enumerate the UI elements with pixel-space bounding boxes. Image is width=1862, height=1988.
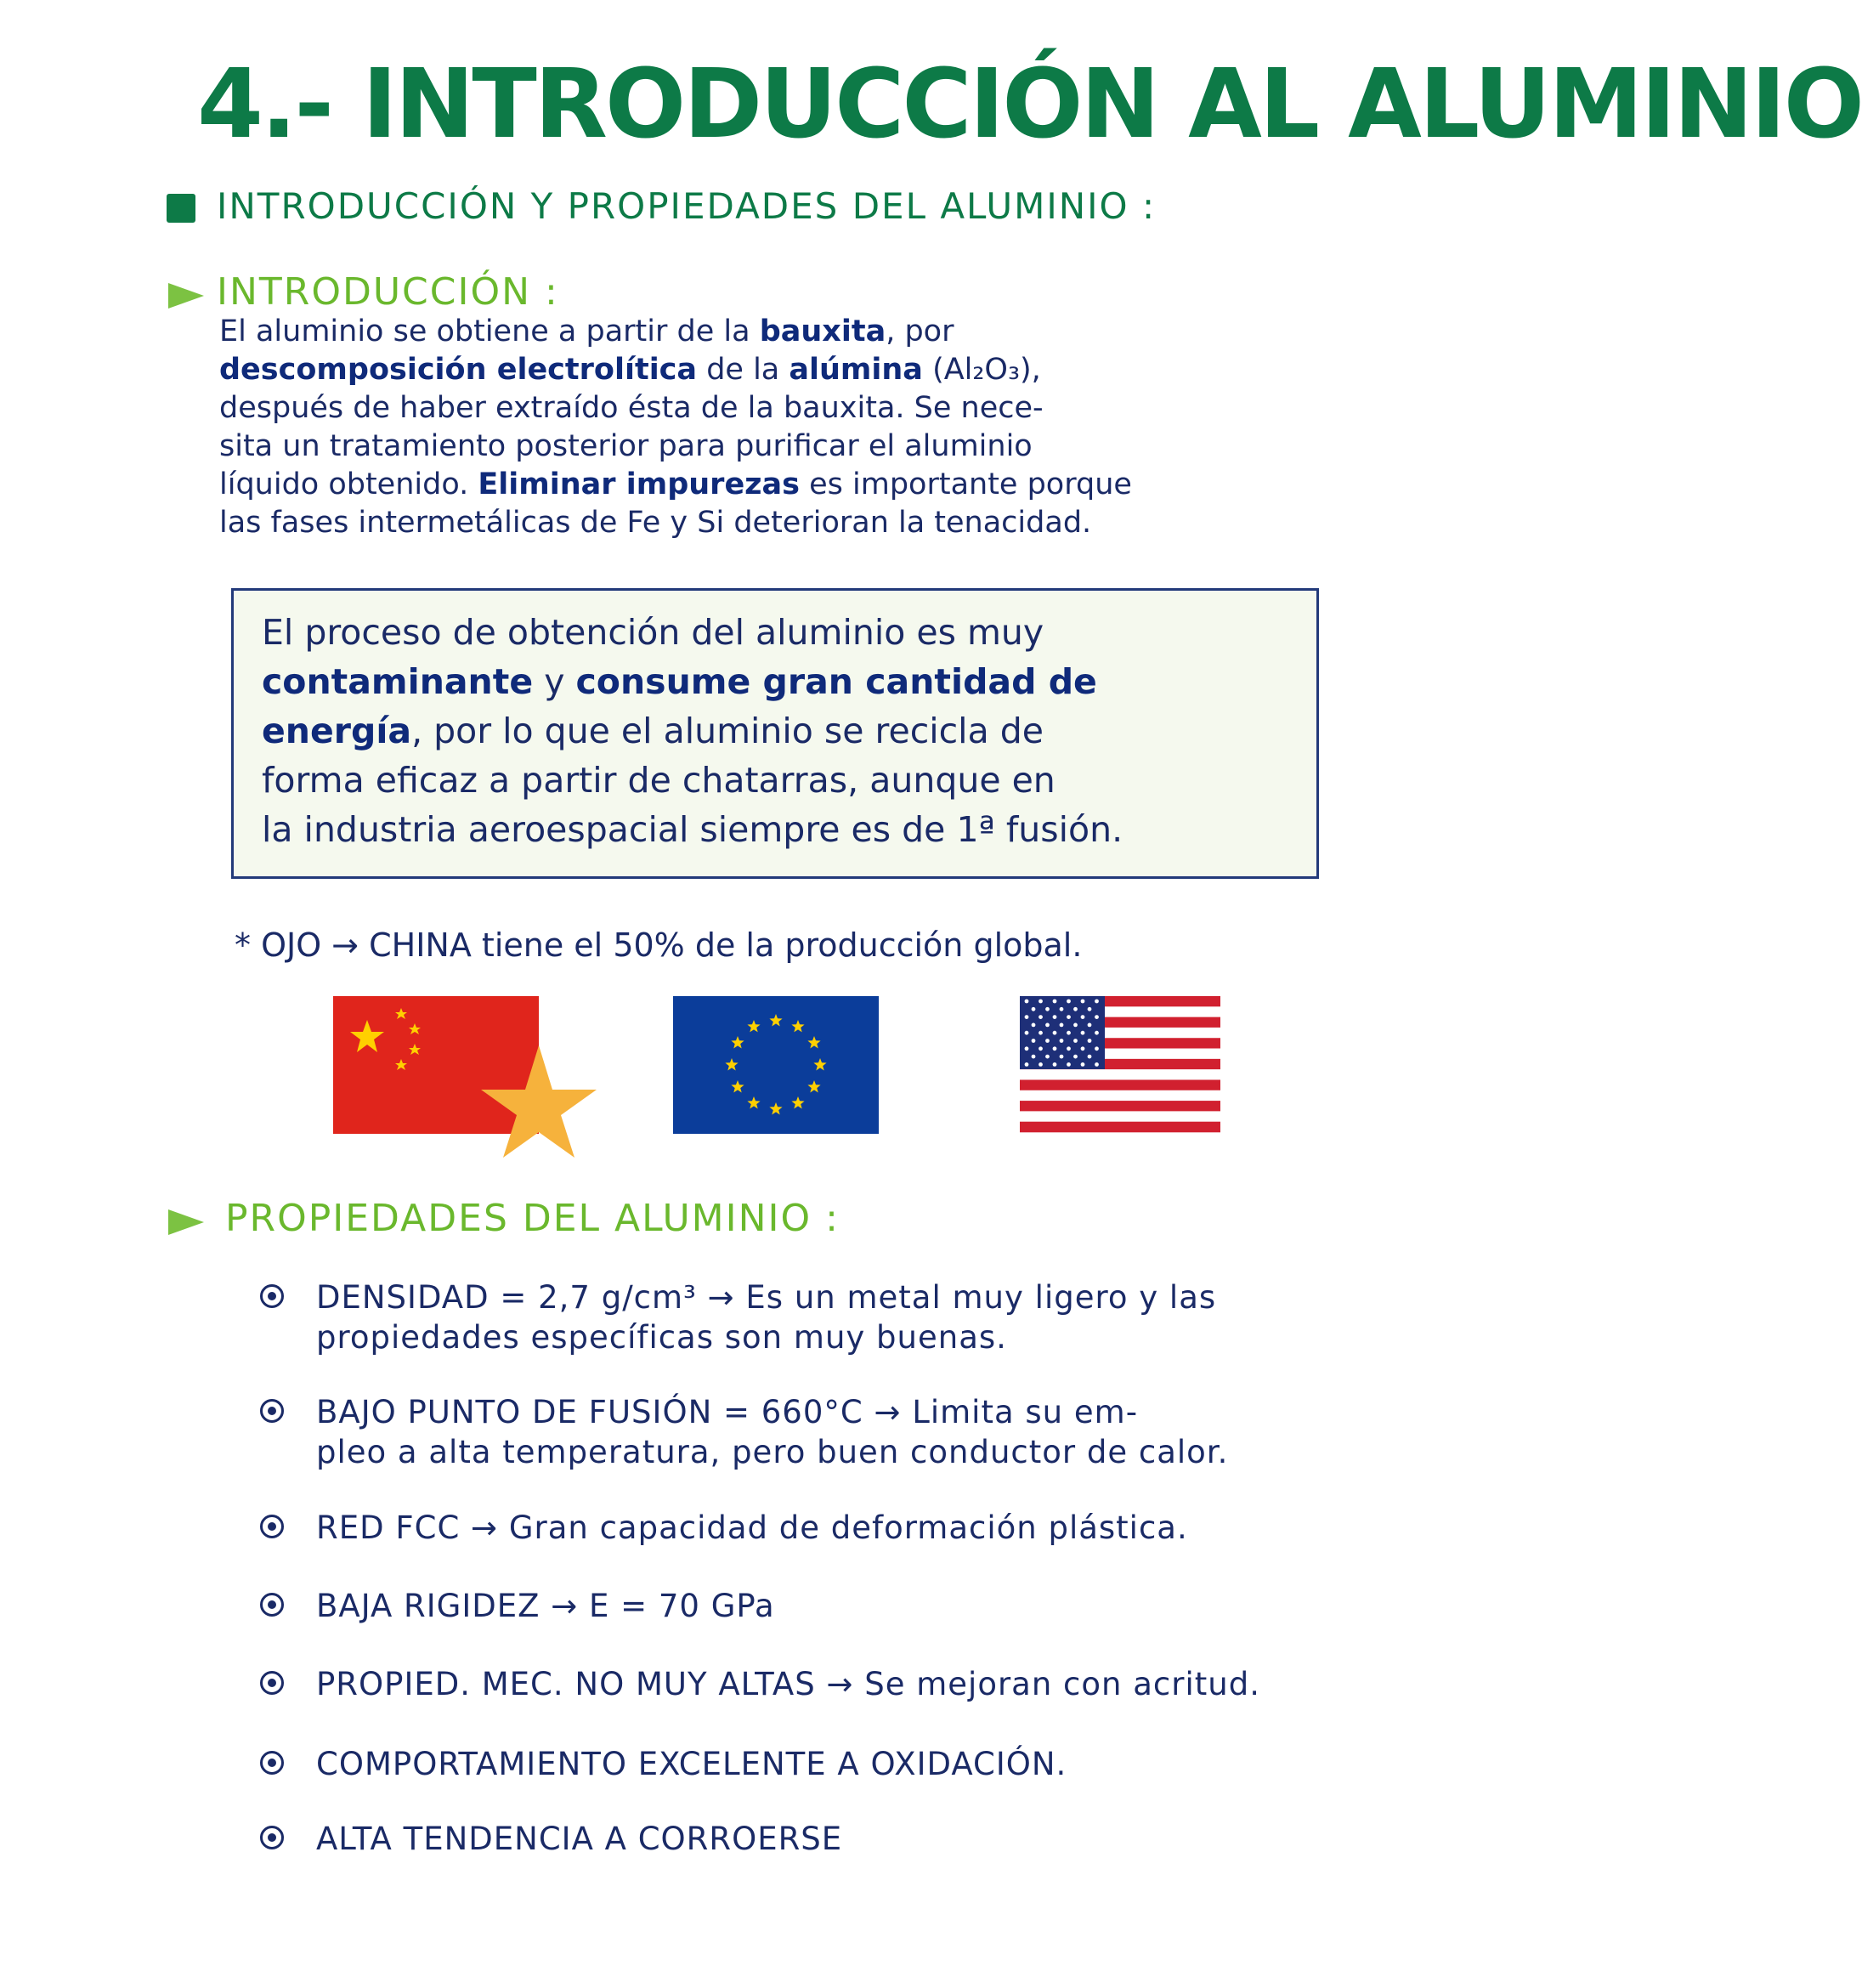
china-flag-field: [333, 996, 539, 1134]
usa-star-icon: [1045, 1023, 1050, 1028]
china-flag: [333, 996, 598, 1158]
property-line: ALTA TENDENCIA A CORROERSE: [316, 1821, 843, 1857]
square-bullet-icon: [167, 194, 195, 223]
property-line: RED FCC → Gran capacidad de deformación plástica.: [316, 1509, 1188, 1546]
triangle-bullet-icon: [168, 283, 204, 309]
usa-star-icon: [1095, 1015, 1099, 1019]
usa-star-icon: [1032, 1055, 1036, 1059]
usa-star-icon: [1060, 1007, 1064, 1011]
usa-star-icon: [1045, 1055, 1050, 1059]
usa-star-icon: [1088, 1055, 1092, 1059]
usa-star-icon: [1081, 1015, 1085, 1019]
usa-star-icon: [1025, 1031, 1029, 1035]
usa-star-icon: [1039, 1015, 1043, 1019]
usa-star-icon: [1095, 1031, 1099, 1035]
circle-bullet-icon: [260, 1284, 284, 1308]
usa-star-icon: [1032, 1007, 1036, 1011]
circle-bullet-icon: [260, 1515, 284, 1538]
usa-star-icon: [1088, 1023, 1092, 1028]
usa-stripe: [1020, 1111, 1220, 1122]
usa-star-icon: [1073, 1055, 1078, 1059]
usa-star-icon: [1067, 1046, 1071, 1051]
intro-line-2: descomposición electrolítica de la alúmina (Al₂O₃),: [219, 353, 1041, 387]
usa-star-icon: [1025, 1062, 1029, 1067]
intro-line-6: las fases intermetálicas de Fe y Si deterioran la tenacidad.: [219, 506, 1092, 540]
usa-star-icon: [1067, 1015, 1071, 1019]
property-line: BAJA RIGIDEZ → E = 70 GPa: [316, 1588, 775, 1624]
usa-star-icon: [1039, 1046, 1043, 1051]
intro-line-1: El aluminio se obtiene a partir de la bauxita, por: [219, 314, 954, 348]
usa-star-icon: [1081, 1046, 1085, 1051]
circle-bullet-icon: [260, 1593, 284, 1617]
usa-star-icon: [1060, 1039, 1064, 1043]
usa-stripe: [1020, 1101, 1220, 1112]
circle-bullet-icon: [260, 1399, 284, 1423]
triangle-bullet-icon: [168, 1209, 204, 1235]
usa-star-icon: [1088, 1007, 1092, 1011]
production-note: * OJO → CHINA tiene el 50% de la producción global.: [235, 926, 1083, 964]
property-line: PROPIED. MEC. NO MUY ALTAS → Se mejoran con acritud.: [316, 1666, 1260, 1702]
usa-star-icon: [1053, 1046, 1057, 1051]
intro-line-3: después de haber extraído ésta de la bauxita. Se nece-: [219, 391, 1044, 425]
usa-star-icon: [1025, 1015, 1029, 1019]
box-line-2: contaminante y consume gran cantidad de: [262, 661, 1097, 702]
usa-stripe: [1020, 1090, 1220, 1102]
circle-bullet-icon: [260, 1671, 284, 1695]
box-line-1: El proceso de obtención del aluminio es muy: [262, 612, 1044, 653]
intro-line-5: líquido obtenido. Eliminar impurezas es importante porque: [219, 467, 1132, 501]
section-heading: INTRODUCCIÓN Y PROPIEDADES DEL ALUMINIO :: [217, 185, 1157, 227]
usa-star-icon: [1067, 1031, 1071, 1035]
usa-star-icon: [1039, 1062, 1043, 1067]
usa-star-icon: [1095, 1062, 1099, 1067]
usa-star-icon: [1073, 1039, 1078, 1043]
usa-star-icon: [1067, 1062, 1071, 1067]
usa-star-icon: [1081, 1062, 1085, 1067]
property-line: BAJO PUNTO DE FUSIÓN = 660°C → Limita su em-: [316, 1394, 1139, 1430]
usa-star-icon: [1053, 1031, 1057, 1035]
intro-heading: INTRODUCCIÓN :: [217, 270, 559, 314]
usa-star-icon: [1095, 1000, 1099, 1004]
usa-star-icon: [1053, 1015, 1057, 1019]
eu-flag: [673, 996, 879, 1134]
usa-star-icon: [1060, 1023, 1064, 1028]
property-line: DENSIDAD = 2,7 g/cm³ → Es un metal muy ligero y las: [316, 1279, 1217, 1316]
usa-stripe: [1020, 1069, 1220, 1080]
usa-star-icon: [1039, 1031, 1043, 1035]
box-line-4: forma eficaz a partir de chatarras, aunque en: [262, 760, 1056, 801]
usa-stripe: [1020, 1122, 1220, 1133]
page-title: 4.- INTRODUCCIÓN AL ALUMINIO: [197, 49, 1862, 160]
usa-star-icon: [1039, 1000, 1043, 1004]
usa-star-icon: [1032, 1039, 1036, 1043]
box-line-5: la industria aeroespacial siempre es de 1ª fusión.: [262, 809, 1123, 850]
usa-star-icon: [1053, 1000, 1057, 1004]
usa-star-icon: [1060, 1055, 1064, 1059]
box-line-3: energía, por lo que el aluminio se recicla de: [262, 711, 1044, 751]
usa-star-icon: [1025, 1000, 1029, 1004]
property-line-cont: pleo a alta temperatura, pero buen conductor de calor.: [316, 1434, 1229, 1470]
usa-star-icon: [1081, 1031, 1085, 1035]
circle-bullet-icon: [260, 1751, 284, 1775]
usa-star-icon: [1045, 1007, 1050, 1011]
usa-star-icon: [1067, 1000, 1071, 1004]
usa-star-icon: [1032, 1023, 1036, 1028]
usa-star-icon: [1045, 1039, 1050, 1043]
usa-stripe: [1020, 1079, 1220, 1090]
usa-star-icon: [1095, 1046, 1099, 1051]
usa-star-icon: [1025, 1046, 1029, 1051]
intro-line-4: sita un tratamiento posterior para purificar el aluminio: [219, 429, 1033, 463]
usa-star-icon: [1073, 1007, 1078, 1011]
properties-heading: PROPIEDADES DEL ALUMINIO :: [225, 1197, 840, 1240]
usa-star-icon: [1073, 1023, 1078, 1028]
property-line-cont: propiedades específicas son muy buenas.: [316, 1319, 1007, 1356]
usa-star-icon: [1088, 1039, 1092, 1043]
usa-star-icon: [1053, 1062, 1057, 1067]
usa-star-icon: [1081, 1000, 1085, 1004]
property-line: COMPORTAMIENTO EXCELENTE A OXIDACIÓN.: [316, 1746, 1067, 1782]
usa-flag: [1020, 996, 1220, 1132]
circle-bullet-icon: [260, 1826, 284, 1849]
